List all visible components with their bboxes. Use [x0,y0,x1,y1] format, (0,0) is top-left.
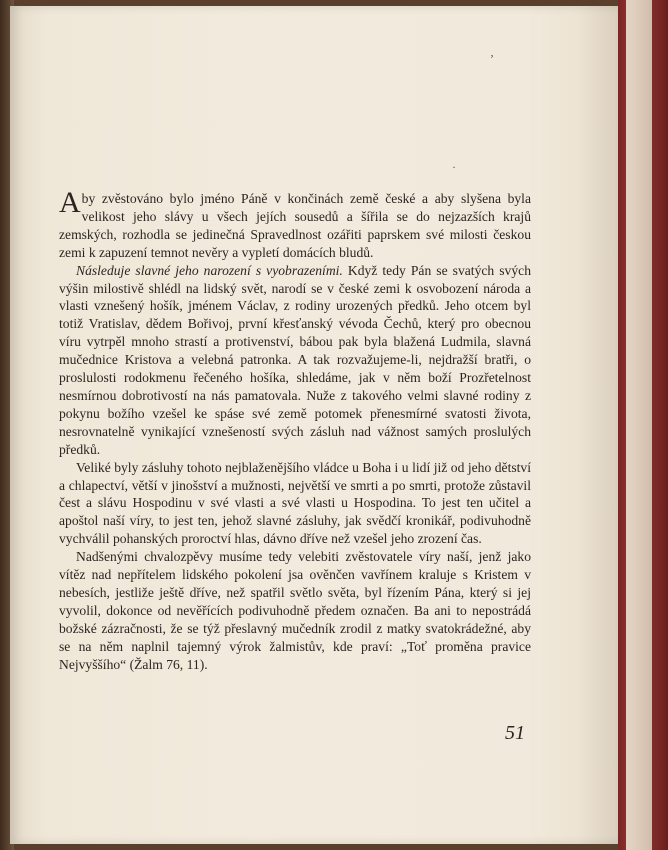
page-number: 51 [505,722,525,744]
paragraph-text: Veliké byly zásluhy tohoto nejblaženějšího vládce u Boha i u lidí již od jeho dětství a chlapectví, větší v jinošství a mužnosti, největší ve smrti a po smrti, protože zůstavil čest a slávu Hospodinu v své vlasti a své vlasti u Hospodina. To jest ten učitel a apoštol naší víry, to jest ten, jehož slavné zásluhy, jak svědčí kronikář, podivuhodně vychválil pohanských proroctví hlas, dávno dříve než vzešel jeho zrození čas. [59,459,531,547]
next-page-edge [626,0,652,850]
ink-speck: · [452,160,456,174]
ink-speck: ʼ [490,52,494,66]
section-heading-inline: Následuje slavné jeho narození s vyobrazeními. [76,262,343,278]
drop-cap: A [59,186,81,219]
body-text [59,186,531,673]
paragraph-4 [59,548,531,673]
paragraph-text: Nadšenými chvalozpěvy musíme tedy velebiti zvěstovatele víry naší, jenž jako vítěz nad nepřítelem lidského pokolení jsa ověnčen vavřínem kraluje s Kristem v nebesích, jestliže ještě dříve, než spatřil světlo světa, byl řízením Pána, který si jej vyvolil, dokonce od nevěřících podivuhodně předem označen. Ba ani to nepostrádá božské zázračnosti, že se týž přeslavný mučedník zrodil z matky svatokrádežné, aby se na něm naplnil tajemný výrok žalmistův, kde praví: „Toť proměna pravice Nejvyššího“ (Žalm 76, 11). [59,549,531,672]
paragraph-1 [59,186,531,262]
page-gutter-shade [578,6,618,844]
paragraph-3 [59,459,531,549]
paragraph-text: by zvěstováno bylo jméno Páně v končinách země české a aby slyšena byla velikost jeho slávy u všech jejích sousedů a šířila se do nejzazších krajů zemských, rozhodla se jedinečná Spravedlnost ozářiti paprskem své milosti českou zemi k zapuzení temnot nevěry a vypletí domácích bludů. [59,191,531,260]
book-cover-edge [618,0,668,850]
paragraph-text: Když tedy Pán se svatých svých výšin milostivě shlédl na lidský svět, narodí se v české zemi k osvobození národa a vlasti vznešený hošík, jménem Václav, z rodiny urozených předků. Jeho otcem byl totiž Vratislav, dědem Bořivoj, první křesťanský vévoda Čechů, který pro obecnou víru vytrpěl mnoho strastí a protivenství, bábou pak byla blažená Ludmila, slavná mučednice Kristova a velebná patronka. A tak rozvažujeme-li, nejdražší bratři, o proslulosti rodokmenu řečeného hošíka, shledáme, jak v něm boží Prozřetelnost nesmírnou dobrotivostí na nás pamatovala. Nuže z takového velmi slavné rodiny z pokynu božího vzešel ke spáse své země potomek přenesmírné svatosti života, nesrovnatelně vynikající vznešeností svých zásluh nad vážnost samých proslulých předků. [59,262,531,457]
paragraph-2 [59,262,531,459]
